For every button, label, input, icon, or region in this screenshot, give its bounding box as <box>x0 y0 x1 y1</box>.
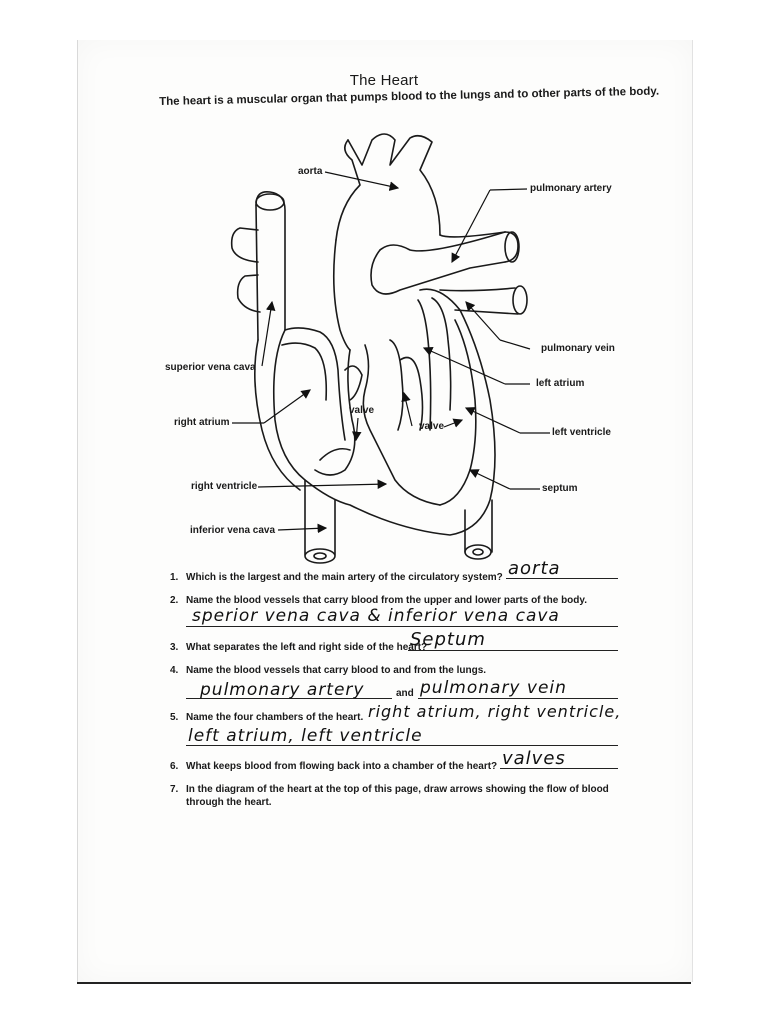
pulmonary-vein-outline <box>440 288 515 291</box>
answer-1: aorta <box>508 558 561 579</box>
question-text: What keeps blood from flowing back into a chamber of the heart? <box>186 761 498 772</box>
answer-line-3[interactable] <box>408 650 618 651</box>
question-number: 1. <box>170 572 179 583</box>
valve-left-pointer <box>356 418 358 440</box>
inferior-vena-cava-pointer <box>278 528 326 530</box>
page-title: The Heart <box>349 72 419 89</box>
label-right-atrium: right atrium <box>174 417 230 428</box>
label-inferior-vena-cava: inferior vena cava <box>190 525 276 536</box>
question-1 <box>170 572 503 583</box>
answer-4b: pulmonary vein <box>420 678 567 698</box>
answer-4a: pulmonary artery <box>200 680 365 700</box>
question-3 <box>170 642 427 653</box>
question-number: 4. <box>170 665 179 676</box>
page-subtitle: The heart is a muscular organ that pumps blood to the lungs and to other parts of the body. <box>159 85 660 108</box>
label-pulmonary-artery: pulmonary artery <box>530 183 612 194</box>
valve-right-pointer <box>404 393 412 426</box>
right-ventricle-pointer <box>258 484 386 487</box>
label-left-atrium: left atrium <box>536 378 585 389</box>
question-number: 6. <box>170 761 179 772</box>
question-6 <box>170 761 497 772</box>
answer-line-4b[interactable] <box>418 698 618 699</box>
aorta-outline <box>334 240 350 350</box>
left-atrium-pointer <box>424 348 505 384</box>
label-left-ventricle: left ventricle <box>552 427 611 438</box>
heart-outline <box>274 289 495 535</box>
question-2 <box>170 595 587 606</box>
superior-vena-cava-pointer <box>262 302 272 366</box>
answer-2: sperior vena cava & inferior vena cava <box>192 606 560 626</box>
answer-6: valves <box>502 748 566 769</box>
question-text: Name the four chambers of the heart. <box>186 712 364 723</box>
question-4 <box>170 665 486 676</box>
question-number: 3. <box>170 642 179 653</box>
question-7 <box>170 784 609 795</box>
aorta-branches <box>348 134 440 235</box>
septum-pointer <box>470 470 510 489</box>
question-number: 2. <box>170 595 179 606</box>
question-number: 7. <box>170 784 179 795</box>
question-5 <box>170 712 363 723</box>
label-valve-left: valve <box>349 405 375 416</box>
label-right-ventricle: right ventricle <box>191 481 258 492</box>
answer-5: right atrium, right ventricle, <box>368 702 622 721</box>
question-7-continued: through the heart. <box>186 797 272 808</box>
pulmonary-artery-pointer <box>452 190 490 262</box>
aorta-pointer <box>325 172 398 188</box>
question-text: Name the blood vessels that carry blood to and from the lungs. <box>186 665 487 676</box>
question-number: 5. <box>170 712 179 723</box>
answer-line-2[interactable] <box>186 626 618 627</box>
label-valve-right: valve <box>419 421 445 432</box>
right-atrium-pointer <box>264 390 310 423</box>
question-text: In the diagram of the heart at the top of this page, draw arrows showing the flow of blood <box>186 784 609 795</box>
question-text: Name the blood vessels that carry blood from the upper and lower parts of the body. <box>186 595 587 606</box>
label-aorta: aorta <box>298 166 323 177</box>
label-superior-vena-cava: superior vena cava <box>165 362 256 373</box>
answer-5-continued: left atrium, left ventricle <box>188 726 423 746</box>
question-text: Which is the largest and the main artery of the circulatory system? <box>186 572 503 583</box>
label-septum: septum <box>542 483 578 494</box>
and-text: and <box>396 688 414 699</box>
label-pulmonary-vein: pulmonary vein <box>541 343 615 354</box>
question-text: What separates the left and right side of the heart? <box>186 642 428 653</box>
answer-3: Septum <box>410 629 486 650</box>
